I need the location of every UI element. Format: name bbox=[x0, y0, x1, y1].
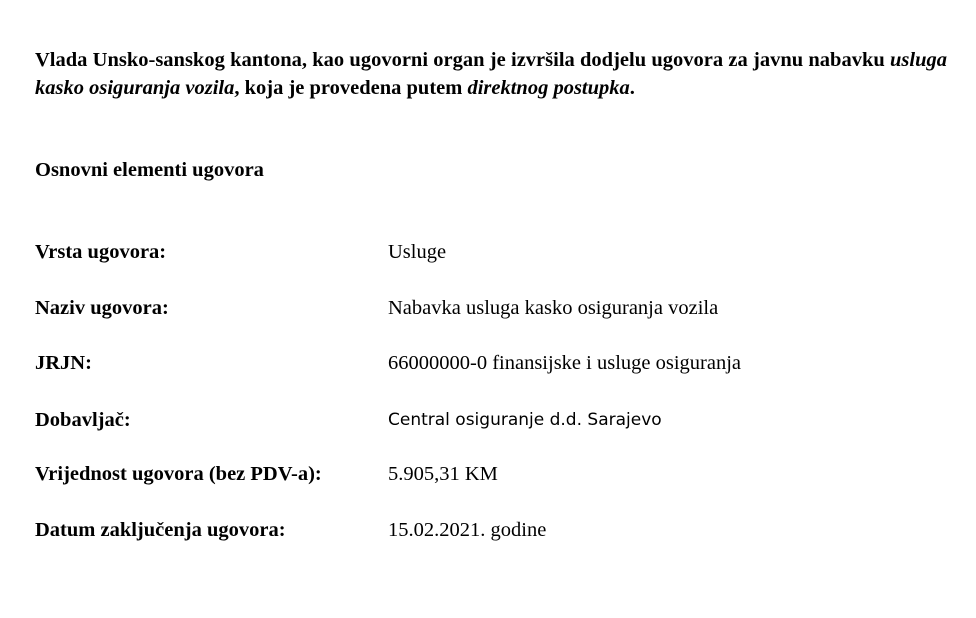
field-value-contract-name: Nabavka usluga kasko osiguranja vozila bbox=[388, 297, 719, 319]
field-label-supplier: Dobavljač: bbox=[35, 409, 131, 431]
field-label-jrjn: JRJN: bbox=[35, 352, 92, 374]
field-label-contract-value: Vrijednost ugovora (bez PDV-a): bbox=[35, 463, 322, 485]
field-row-contract-date bbox=[35, 516, 955, 544]
field-label-contract-name: Naziv ugovora: bbox=[35, 297, 169, 319]
field-label-contract-type: Vrsta ugovora: bbox=[35, 241, 167, 263]
intro-italic-procedure: direktnog postupka bbox=[467, 77, 630, 99]
intro-text-part-3: . bbox=[629, 77, 635, 99]
section-title: Osnovni elementi ugovora bbox=[35, 159, 264, 181]
field-row-contract-type bbox=[35, 238, 955, 266]
intro-italic-service: usluga kasko osiguranja vozila bbox=[35, 49, 947, 99]
field-value-contract-date: 15.02.2021. godine bbox=[388, 519, 547, 541]
field-row-supplier bbox=[35, 406, 955, 434]
field-value-supplier: Central osiguranje d.d. Sarajevo bbox=[388, 410, 662, 430]
field-row-contract-name bbox=[35, 294, 955, 322]
intro-text-part-1: Vlada Unsko-sanskog kantona, kao ugovorni organ je izvršila dodjelu ugovora za javnu nabavku bbox=[35, 49, 891, 71]
field-value-jrjn: 66000000-0 finansijske i usluge osiguranja bbox=[388, 352, 742, 374]
intro-paragraph bbox=[35, 46, 947, 102]
field-row-contract-value bbox=[35, 460, 955, 488]
field-row-jrjn bbox=[35, 349, 955, 377]
field-label-contract-date: Datum zaključenja ugovora: bbox=[35, 519, 286, 541]
intro-text-part-2: , koja je provedena putem bbox=[234, 77, 468, 99]
field-value-contract-type: Usluge bbox=[388, 241, 447, 263]
field-value-contract-value: 5.905,31 KM bbox=[388, 463, 498, 485]
